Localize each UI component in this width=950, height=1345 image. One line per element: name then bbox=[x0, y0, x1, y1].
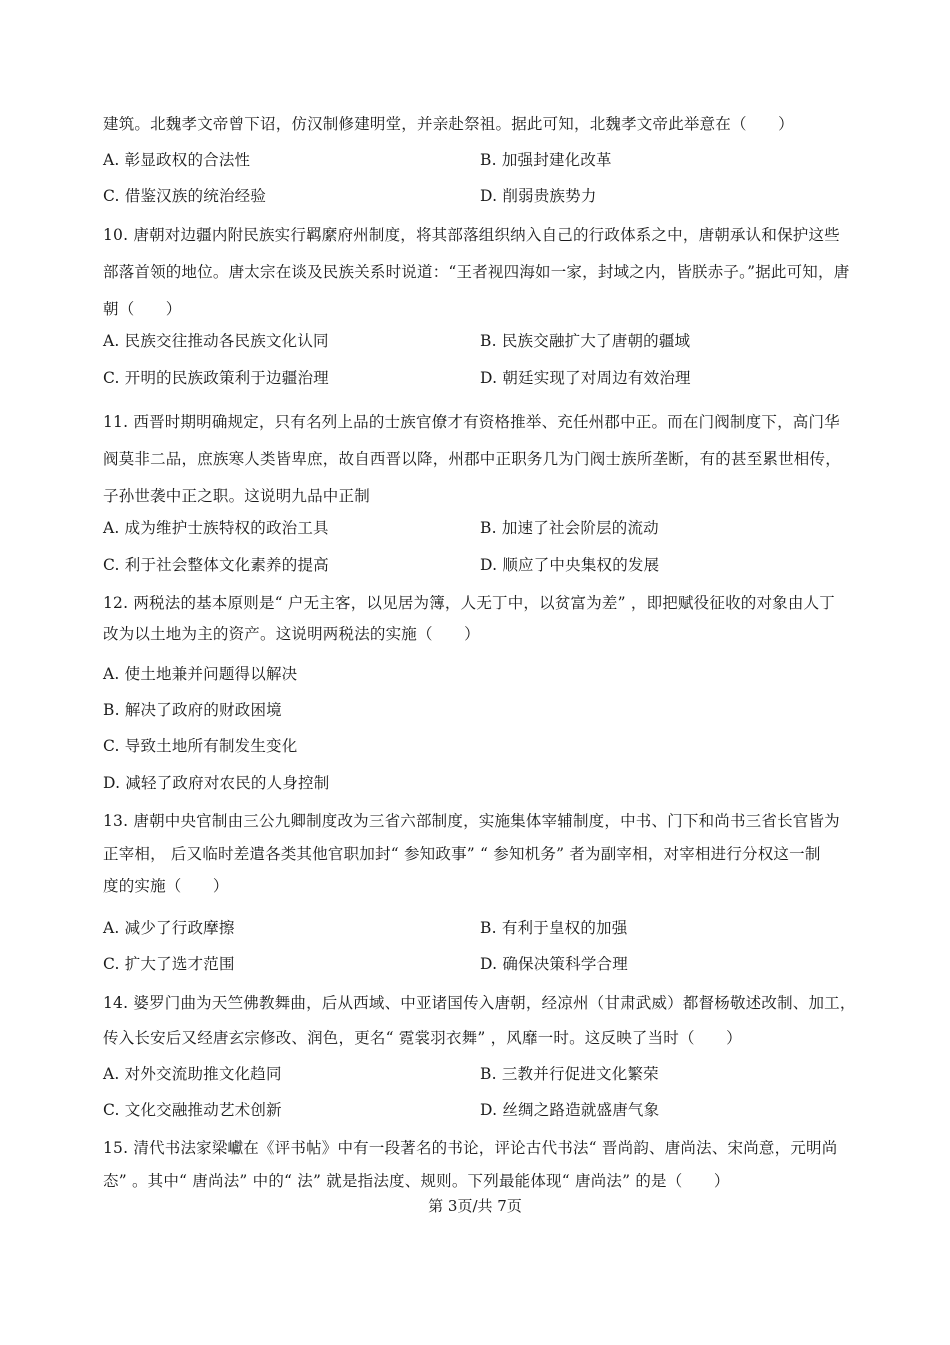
q13-stem-line-3: 度的实施（ ） bbox=[103, 877, 229, 895]
q13-stem-line-2: 正宰相， 后又临时差遣各类其他官职加封“ 参知政事” “ 参知机务” 者为副宰相，对宰相进行分权这一制 bbox=[103, 845, 821, 863]
q14-option-d[interactable]: D. 丝绸之路造就盛唐气象 bbox=[480, 1101, 660, 1119]
q10-option-d[interactable]: D. 朝廷实现了对周边有效治理 bbox=[480, 369, 691, 387]
q13-option-a[interactable]: A. 减少了行政摩擦 bbox=[103, 919, 235, 937]
q11-stem-line-3: 子孙世袭中正之职。这说明九品中正制 bbox=[103, 487, 370, 505]
q10-option-c[interactable]: C. 开明的民族政策利于边疆治理 bbox=[103, 369, 329, 387]
q10-option-b[interactable]: B. 民族交融扩大了唐朝的疆域 bbox=[480, 332, 691, 350]
q9-option-c[interactable]: C. 借鉴汉族的统治经验 bbox=[103, 187, 267, 205]
q13-option-d[interactable]: D. 确保决策科学合理 bbox=[480, 955, 628, 973]
q12-stem-line-1: 12. 两税法的基本原则是“ 户无主客，以见居为簿，人无丁中，以贫富为差” ，即把赋役征收的对象由人丁 bbox=[103, 594, 835, 612]
q14-stem-line-2: 传入长安后又经唐玄宗修改、润色，更名“ 霓裳羽衣舞” ，风靡一时。这反映了当时（ ） bbox=[103, 1029, 742, 1047]
q11-stem-line-2: 阀莫非二品，庶族寒人类皆卑庶，故自西晋以降，州郡中正职务几为门阀士族所垄断，有的甚至累世相传， bbox=[103, 450, 841, 468]
q14-option-c[interactable]: C. 文化交融推动艺术创新 bbox=[103, 1101, 282, 1119]
q14-option-a[interactable]: A. 对外交流助推文化趋同 bbox=[103, 1065, 282, 1083]
q12-option-d[interactable]: D. 减轻了政府对农民的人身控制 bbox=[103, 774, 330, 792]
q10-stem-line-1: 10. 唐朝对边疆内附民族实行羁縻府州制度，将其部落组织纳入自己的行政体系之中，唐朝承认和保护这些 bbox=[103, 226, 840, 244]
q10-stem-line-2: 部落首领的地位。唐太宗在谈及民族关系时说道：“王者视四海如一家，封域之内，皆朕赤子。”据此可知，唐 bbox=[103, 263, 850, 281]
q11-option-d[interactable]: D. 顺应了中央集权的发展 bbox=[480, 556, 660, 574]
q11-option-a[interactable]: A. 成为维护士族特权的政治工具 bbox=[103, 519, 329, 537]
q13-option-c[interactable]: C. 扩大了选才范围 bbox=[103, 955, 235, 973]
q15-stem-line-2: 态” 。其中“ 唐尚法” 中的“ 法” 就是指法度、规则。下列最能体现“ 唐尚法” 的是（ ） bbox=[103, 1172, 730, 1190]
q12-stem-line-2: 改为以土地为主的资产。这说明两税法的实施（ ） bbox=[103, 625, 480, 643]
q9-option-b[interactable]: B. 加强封建化改革 bbox=[480, 151, 612, 169]
q12-option-c[interactable]: C. 导致土地所有制发生变化 bbox=[103, 737, 298, 755]
q14-option-b[interactable]: B. 三教并行促进文化繁荣 bbox=[480, 1065, 659, 1083]
q15-stem-line-1: 15. 清代书法家梁巘在《评书帖》中有一段著名的书论，评论古代书法“ 晋尚韵、唐尚法、宋尚意，元明尚 bbox=[103, 1139, 838, 1157]
q10-option-a[interactable]: A. 民族交往推动各民族文化认同 bbox=[103, 332, 329, 350]
q14-stem-line-1: 14. 婆罗门曲为天竺佛教舞曲，后从西域、中亚诸国传入唐朝，经凉州（甘肃武威）都督杨敬述改制、加工， bbox=[103, 994, 856, 1012]
q9-option-a[interactable]: A. 彰显政权的合法性 bbox=[103, 151, 251, 169]
q12-option-a[interactable]: A. 使土地兼并问题得以解决 bbox=[103, 665, 298, 683]
q10-stem-line-3: 朝（ ） bbox=[103, 300, 182, 318]
q13-stem-line-1: 13. 唐朝中央官制由三公九卿制度改为三省六部制度，实施集体宰辅制度，中书、门下和尚书三省长官皆为 bbox=[103, 812, 840, 830]
q13-option-b[interactable]: B. 有利于皇权的加强 bbox=[480, 919, 628, 937]
q11-stem-line-1: 11. 西晋时期明确规定，只有名列上品的士族官僚才有资格推举、充任州郡中正。而在门阀制度下，高门华 bbox=[103, 413, 840, 431]
q11-option-c[interactable]: C. 利于社会整体文化素养的提高 bbox=[103, 556, 329, 574]
q9-option-d[interactable]: D. 削弱贵族势力 bbox=[480, 187, 597, 205]
q9-stem-end: 建筑。北魏孝文帝曾下诏，仿汉制修建明堂，并亲赴祭祖。据此可知，北魏孝文帝此举意在（ ） bbox=[103, 115, 794, 133]
q12-option-b[interactable]: B. 解决了政府的财政困境 bbox=[103, 701, 282, 719]
page-number: 第 3页/共 7页 bbox=[428, 1197, 522, 1215]
q11-option-b[interactable]: B. 加速了社会阶层的流动 bbox=[480, 519, 659, 537]
